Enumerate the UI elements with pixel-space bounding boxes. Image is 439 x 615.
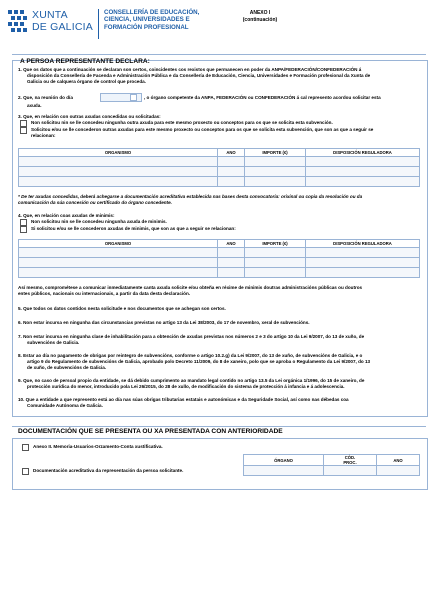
- item-10: 10. Que a entidade a que represento está ao día nas súas obrigas tributarias estatais e autonómicas e da Seguridade Social, así como nas débedas coa: [18, 397, 349, 402]
- cell-input[interactable]: [324, 466, 377, 476]
- commitment: Así mesmo, comprométese a comunicar inmediatamente canta axuda solicite e/ou obteña en réxime de minimis doutras administracións públicas ou doutros: [18, 285, 363, 290]
- item-7-line-2: subvencións de Galicia.: [27, 340, 80, 345]
- item-8: 8. Estar ao día no pagamento de obrigas por reintegro de subvencións, conforme o artigo 10.2.g) da Lei 9/2007, do 13 de xuño, de subvencións de Galicia, e o: [18, 353, 363, 358]
- item-1-line-3: Galicia ou de calquera órgano de control que proceda.: [27, 79, 146, 84]
- cell-input[interactable]: [306, 248, 420, 258]
- item-6: 6. Non estar incursa en ningunha das circunstancias previstas no artigo 13 da Lei 38/2003, do 17 de novembro, xeral de subvencións.: [18, 320, 310, 325]
- annex-heading: [230, 10, 290, 24]
- col-importe: IMPORTE (€): [245, 149, 306, 157]
- xunta-logo: [8, 8, 100, 42]
- cell-input[interactable]: [377, 466, 420, 476]
- item-5: 5. Que todos os datos contidos nesta solicitude e nos documentos que se achegan son certos.: [18, 306, 226, 311]
- item-2-line-2: axuda.: [27, 103, 42, 108]
- cell-input[interactable]: [245, 177, 306, 187]
- cell-input[interactable]: [306, 258, 420, 268]
- cell-input[interactable]: [218, 167, 245, 177]
- annex-title: ANEXO I: [249, 10, 271, 16]
- col-disposicion: DISPOSICIÓN REGULADORA: [306, 240, 420, 248]
- cell-input[interactable]: [218, 177, 245, 187]
- item-2: 2. Que, na reunión do día: [18, 95, 73, 100]
- other-aid-checkbox[interactable]: [20, 127, 27, 134]
- cell-input[interactable]: [218, 157, 245, 167]
- cell-input[interactable]: [245, 268, 306, 278]
- docs-top-rule: [12, 426, 426, 427]
- item-7: 7. Non estar incursa en ningunha clase de inhabilitación para a obtención de axudas previstas nos números 2 e 3 do artigo 10 da Lei 9/2007, do 13 de xuño, de: [18, 334, 365, 339]
- doc-representation: Documentación acreditativa da representación da persoa solicitante.: [33, 467, 184, 473]
- item-9-line-2: protección xurídica do menor, introducido pola Lei 26/2015, do 28 de xullo, de modificación do sistema de protección á infancia e á adolescencia.: [27, 384, 345, 389]
- doc-representation-checkbox[interactable]: [22, 468, 29, 475]
- cell-input[interactable]: [218, 258, 245, 268]
- cell-input[interactable]: [244, 466, 324, 476]
- docs-table: [18, 454, 420, 476]
- minimis-table: [18, 239, 420, 278]
- cell-input[interactable]: [19, 268, 218, 278]
- cell-input[interactable]: [218, 268, 245, 278]
- col-ano: ANO: [218, 149, 245, 157]
- cell-input[interactable]: [306, 268, 420, 278]
- cell-input[interactable]: [19, 167, 218, 177]
- col-importe: IMPORTE (€): [245, 240, 306, 248]
- commitment-line-2: entes públicos, nacionais ou internacionais, a partir da data desta declaración.: [18, 291, 191, 296]
- doc-annex-ii-checkbox[interactable]: [22, 444, 29, 451]
- cell-input[interactable]: [245, 167, 306, 177]
- dept-line-1: CONSELLERÍA DE EDUCACIÓN,: [104, 9, 200, 16]
- cell-input[interactable]: [245, 258, 306, 268]
- dept-line-2: CIENCIA, UNIVERSIDADES E: [104, 16, 190, 24]
- header-divider: [98, 9, 99, 39]
- docs-title: DOCUMENTACIÓN QUE SE PRESENTA OU XA PRESENTADA CON ANTERIORIDADE: [18, 428, 283, 435]
- cell-input[interactable]: [245, 157, 306, 167]
- cell-input[interactable]: [19, 248, 218, 258]
- no-other-aid-checkbox[interactable]: [20, 120, 27, 127]
- docs-empty-header: [18, 455, 244, 466]
- col-organismo: ORGANISMO: [19, 149, 218, 157]
- logo-line-2: DE GALICIA: [32, 21, 93, 33]
- opt-4a: Non solicitou nin se lle concedeu ningunha axuda de minimis.: [31, 219, 167, 224]
- doc-annex-ii: Anexo II. Memoria-Usuarios-Orzamento-Conta xustificativa.: [33, 444, 163, 449]
- doc-representation-row: [18, 466, 244, 476]
- col-organo: ÓRGANO: [244, 455, 324, 466]
- xunta-emblem-icon: [8, 10, 30, 36]
- opt-4b: Si solicitou e/ou se lle concederon axudas de minimis, que son as que a seguir se relacionan:: [31, 226, 236, 231]
- cell-input[interactable]: [19, 258, 218, 268]
- opt-3b-line-2: relacionan:: [31, 133, 56, 138]
- calendar-icon[interactable]: [130, 94, 137, 101]
- note-1: * De ter axudas concedidas, deberá achegarse a documentación acreditativa establecida nas bases desta convocatoria: orixinal ou copia da resolución ou da: [18, 194, 363, 199]
- declaration-title: A PERSOA REPRESENTANTE DECLARA:: [20, 58, 150, 65]
- logo-wordmark: [32, 9, 93, 33]
- cell-input[interactable]: [306, 177, 420, 187]
- department-name: [104, 9, 199, 31]
- col-organismo: ORGANISMO: [19, 240, 218, 248]
- minimis-checkbox[interactable]: [20, 226, 27, 233]
- item-10-line-2: Comunidade Autónoma de Galicia.: [27, 403, 103, 408]
- item-9: 9. Que, no caso de persoal propio da entidade, se dá debido cumprimento ao mandato legal contido no artigo 13.5 da Lei orgánica 1/1996, do 15 de xaneiro, de: [18, 378, 365, 383]
- col-ano: ANO: [377, 455, 420, 466]
- item-8-line-3: de xuño, de subvencións de Galicia.: [27, 365, 107, 370]
- no-minimis-checkbox[interactable]: [20, 219, 27, 226]
- item-1: 1. Que os datos que a continuación se declaran son certos, coincidentes cos rexistos que permanecen en poder da ANPA/FEDERACIÓN/CONFEDERACIÓN á: [18, 67, 362, 72]
- cell-input[interactable]: [218, 248, 245, 258]
- cell-input[interactable]: [19, 177, 218, 187]
- cell-input[interactable]: [245, 248, 306, 258]
- col-disposicion: DISPOSICIÓN REGULADORA: [306, 149, 420, 157]
- col-ano: ANO: [218, 240, 245, 248]
- opt-3b: Solicitou e/ou se lle concederon outras axudas para este mesmo proxecto ou conceptos para os que se solicita esta subvención, que son as que a seguir se: [31, 127, 374, 132]
- other-aid-table: [18, 148, 420, 187]
- dept-line-3: FORMACIÓN PROFESIONAL: [104, 23, 189, 31]
- col-proc: PROC.: [343, 460, 357, 465]
- cell-input[interactable]: [306, 157, 420, 167]
- opt-3a: Non solicitou nin se lle concedeu ningunha outra axuda para este mesmo proxecto ou conceptos para os que se solicita esta subvención.: [31, 120, 333, 125]
- cell-input[interactable]: [19, 157, 218, 167]
- logo-line-1: XUNTA: [32, 9, 68, 21]
- item-8-line-2: artigo 9 do Regulamento de subvencións de Galicia, aprobado polo Decreto 11/2009, do 8 de xaneiro, polo que se aproba o Regulamento da Lei 9/2007, do 13: [27, 359, 371, 364]
- item-1-line-2: disposición da Consellería de Facenda e Administración Pública e da Consellería de Educación, Ciencia, Universidades e Formación profesional da Xunta de: [27, 73, 371, 78]
- item-3: 3. Que, en relación con outras axudas concedidas ou solicitadas:: [18, 114, 161, 119]
- annex-subtitle: (continuación): [242, 17, 278, 23]
- col-cod: CÓD.: [344, 455, 356, 460]
- col-cod-proc: [324, 455, 377, 466]
- item-4: 4. Que, en relación coas axudas de minimis:: [18, 213, 115, 218]
- cell-input[interactable]: [306, 167, 420, 177]
- item-2-cont: , o órgano competente da ANPA, FEDERACIÓN ou CONFEDERACIÓN á cal represento acordou solicitar esta: [144, 95, 381, 100]
- section-top-rule: [12, 54, 426, 55]
- note-1-line-2: comunicación da súa concesión ou certificado do órgano concedente.: [18, 200, 172, 205]
